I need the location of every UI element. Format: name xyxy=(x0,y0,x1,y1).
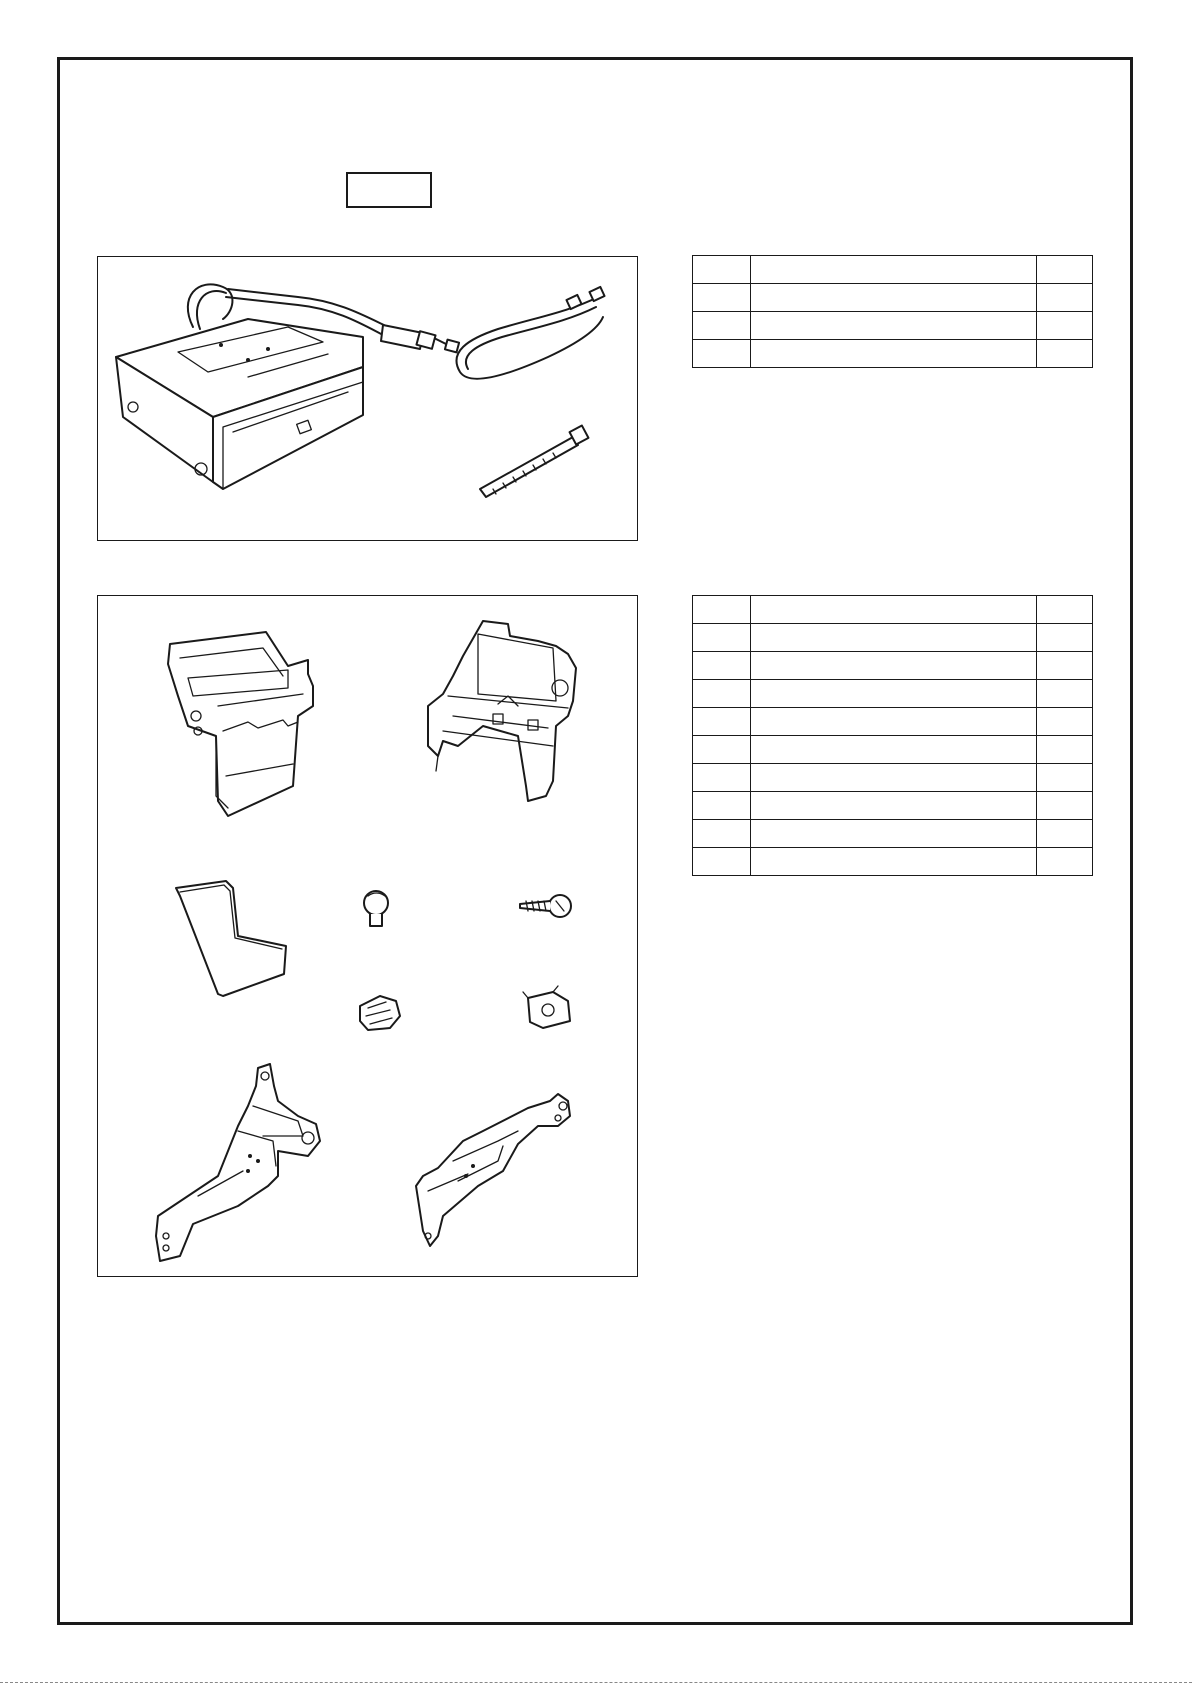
item-number-cell xyxy=(693,820,751,848)
cable-tie-illustration xyxy=(480,426,588,497)
lower-illustration xyxy=(98,596,639,1278)
item-number-cell xyxy=(693,624,751,652)
description-cell xyxy=(751,820,1037,848)
table-row xyxy=(693,596,1093,624)
description-cell xyxy=(751,736,1037,764)
description-cell xyxy=(751,708,1037,736)
upper-illustration-panel xyxy=(97,256,638,541)
table-row xyxy=(693,340,1093,368)
table-row xyxy=(693,256,1093,284)
quantity-cell xyxy=(1037,340,1093,368)
item-number-cell xyxy=(693,764,751,792)
player-unit-illustration xyxy=(116,284,459,489)
clip-nut-illustration xyxy=(360,996,400,1030)
pad-sheet-illustration xyxy=(176,881,286,996)
table-row xyxy=(693,792,1093,820)
description-cell xyxy=(751,284,1037,312)
table-row xyxy=(693,820,1093,848)
item-number-cell xyxy=(693,736,751,764)
mounting-bracket-right-illustration xyxy=(416,1094,570,1246)
title-label-box xyxy=(346,172,432,208)
item-number-cell xyxy=(693,596,751,624)
cable-assembly-illustration xyxy=(456,287,604,379)
item-number-cell xyxy=(693,340,751,368)
quantity-cell xyxy=(1037,680,1093,708)
lower-parts-table xyxy=(692,595,1093,876)
table-row xyxy=(693,652,1093,680)
mounting-bracket-left-illustration xyxy=(156,1064,320,1261)
quantity-cell xyxy=(1037,256,1093,284)
description-cell xyxy=(751,312,1037,340)
table-row xyxy=(693,708,1093,736)
table-row xyxy=(693,736,1093,764)
upper-parts-table xyxy=(692,255,1093,368)
quantity-cell xyxy=(1037,312,1093,340)
item-number-cell xyxy=(693,256,751,284)
item-number-cell xyxy=(693,792,751,820)
description-cell xyxy=(751,624,1037,652)
table-row xyxy=(693,680,1093,708)
quantity-cell xyxy=(1037,708,1093,736)
speed-nut-illustration xyxy=(523,986,570,1028)
table-row xyxy=(693,764,1093,792)
item-number-cell xyxy=(693,848,751,876)
bracket-frame-right-illustration xyxy=(428,621,576,801)
quantity-cell xyxy=(1037,848,1093,876)
table-row xyxy=(693,848,1093,876)
table-row xyxy=(693,284,1093,312)
item-number-cell xyxy=(693,284,751,312)
quantity-cell xyxy=(1037,736,1093,764)
table-row xyxy=(693,624,1093,652)
item-number-cell xyxy=(693,312,751,340)
push-clip-illustration xyxy=(364,891,388,926)
upper-illustration xyxy=(98,257,639,542)
item-number-cell xyxy=(693,708,751,736)
description-cell xyxy=(751,792,1037,820)
quantity-cell xyxy=(1037,652,1093,680)
quantity-cell xyxy=(1037,624,1093,652)
bracket-frame-left-illustration xyxy=(168,632,313,816)
description-cell xyxy=(751,596,1037,624)
screw-illustration xyxy=(520,895,571,917)
quantity-cell xyxy=(1037,764,1093,792)
quantity-cell xyxy=(1037,820,1093,848)
description-cell xyxy=(751,680,1037,708)
quantity-cell xyxy=(1037,792,1093,820)
page-bottom-rule xyxy=(0,1682,1192,1686)
item-number-cell xyxy=(693,652,751,680)
quantity-cell xyxy=(1037,284,1093,312)
description-cell xyxy=(751,340,1037,368)
description-cell xyxy=(751,256,1037,284)
description-cell xyxy=(751,848,1037,876)
lower-illustration-panel xyxy=(97,595,638,1277)
description-cell xyxy=(751,652,1037,680)
table-row xyxy=(693,312,1093,340)
quantity-cell xyxy=(1037,596,1093,624)
item-number-cell xyxy=(693,680,751,708)
description-cell xyxy=(751,764,1037,792)
